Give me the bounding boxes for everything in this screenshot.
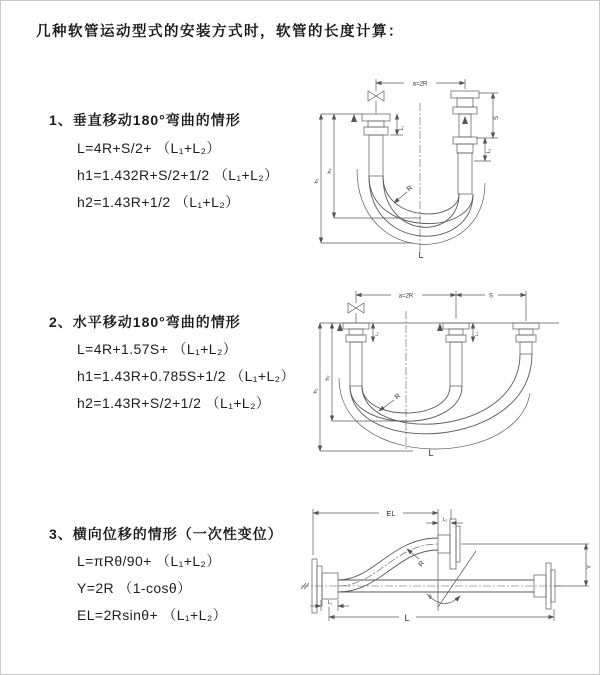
dimension-s: [456, 290, 526, 300]
section-1-heading: 1、垂直移动180°弯曲的情形: [49, 112, 241, 128]
dim-label-el: EL: [386, 509, 396, 518]
diagram-vertical-180-bend: [313, 71, 593, 261]
section-1-formula-l: L=4R+S/2+ （L₁+L₂）: [77, 140, 221, 156]
right-pipe-fitting: [513, 323, 539, 354]
section-3-formula-el: EL=2Rsinθ+ （L₁+L₂）: [77, 607, 228, 623]
section-1-formula-h2: h2=1.43R+1/2 （L₁+L₂）: [77, 194, 240, 210]
left-pipe-fitting: [321, 114, 390, 176]
dimension-a2r: [376, 78, 465, 91]
radius-leader: [379, 393, 402, 411]
dim-label-y: Y: [587, 564, 593, 570]
dim-label-r: R: [405, 184, 415, 194]
dim-label-h1: h₁: [314, 178, 320, 184]
angle-theta: [427, 551, 476, 611]
motion-arrow-up-left: [337, 323, 343, 331]
middle-pipe-fitting: [437, 323, 469, 386]
dim-label-s: S: [494, 115, 500, 121]
section-2-heading: 2、水平移动180°弯曲的情形: [49, 314, 241, 330]
dimension-h1: [314, 114, 413, 243]
section-2-formula-h2: h2=1.43R+S/2+1/2 （L₁+L₂）: [77, 395, 271, 411]
dim-label-length: L: [418, 250, 424, 260]
valve-icon: [348, 303, 364, 323]
dimension-length: [329, 607, 554, 623]
dim-label-r: R: [393, 392, 403, 402]
dimension-h2: [325, 323, 408, 421]
dimension-l2: [426, 509, 463, 523]
left-pipe-fitting: [337, 323, 369, 386]
diagram-lateral-displacement: [299, 499, 599, 657]
u-bend-hose: [339, 354, 532, 449]
dim-label-a2r: a=2R: [412, 80, 428, 88]
diagram-horizontal-180-bend: [313, 283, 598, 458]
section-2-formula-h1: h1=1.43R+0.785S+1/2 （L₁+L₂）: [77, 368, 295, 384]
dim-label-r: R: [417, 559, 427, 569]
dimension-l1: [310, 600, 349, 611]
dimension-l2: [473, 323, 479, 342]
dim-label-h2: h₂: [327, 168, 333, 174]
radius-leader: [394, 185, 414, 203]
upper-flange-fitting: [438, 519, 460, 569]
dim-label-l1: L₁: [374, 331, 379, 337]
section-1-formula-h1: h1=1.432R+S/2+1/2 （L₁+L₂）: [77, 167, 279, 183]
dim-label-length: L: [404, 613, 410, 623]
dim-label-l1: L₁: [399, 125, 405, 131]
page-title: 几种软管运动型式的安装方式时，软管的长度计算：: [36, 24, 404, 40]
dim-label-theta: θ: [428, 595, 432, 601]
right-pipe-fitting: [451, 91, 479, 194]
dim-label-l2: L₂: [486, 148, 492, 154]
dimension-l1: [373, 323, 379, 342]
dimension-el: [313, 508, 438, 555]
dim-label-s: S: [488, 293, 494, 300]
motion-arrow-up-middle: [437, 323, 443, 331]
motion-arrow-up-right: [462, 116, 468, 124]
dim-label-length: L: [428, 448, 434, 458]
motion-arrow-up-left: [351, 114, 357, 122]
section-3-formula-l: L=πRθ/90+ （L₁+L₂）: [77, 553, 221, 569]
dim-label-l2: L₂: [474, 331, 479, 337]
dimension-l1: [390, 114, 405, 135]
dimension-a2r: [356, 290, 526, 321]
u-bend-hose: [357, 169, 485, 244]
section-2-formula-l: L=4R+1.57S+ （L₁+L₂）: [77, 341, 238, 357]
dim-label-h2: h₂: [325, 375, 331, 381]
dim-label-l2: L₂: [442, 517, 448, 523]
section-3-formula-y: Y=2R （1-cosθ）: [77, 580, 192, 596]
valve-icon: [368, 91, 384, 114]
section-3-heading: 3、横向位移的情形（一次性变位）: [49, 526, 283, 542]
dim-label-l1: L₁: [327, 600, 333, 606]
dimension-s: [477, 93, 500, 138]
dim-label-h1: h₁: [313, 388, 319, 394]
dim-label-a2r: a=2R: [398, 293, 414, 300]
